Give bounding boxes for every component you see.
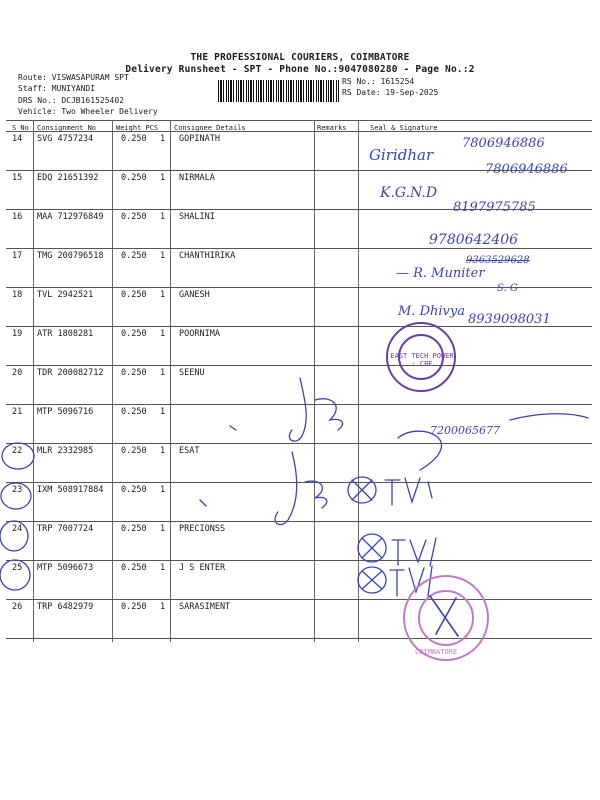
row-sno: 20 bbox=[12, 368, 23, 378]
row-pcs: 1 bbox=[160, 329, 166, 339]
row-pcs: 1 bbox=[160, 524, 166, 534]
row-sno: 21 bbox=[12, 407, 23, 417]
phone-19: 8939098031 bbox=[468, 312, 551, 327]
row-sno: 23 bbox=[12, 485, 23, 495]
row-consignee: SEENU bbox=[179, 368, 205, 378]
rs-number: RS No.: 1615254 bbox=[342, 77, 415, 86]
col-header-remarks: Remarks bbox=[317, 124, 347, 132]
row-weight: 0.250 bbox=[121, 407, 147, 417]
row-consignee: POORNIMA bbox=[179, 329, 220, 339]
row-pcs: 1 bbox=[160, 485, 166, 495]
row-pcs: 1 bbox=[160, 563, 166, 573]
row-sno: 17 bbox=[12, 251, 23, 261]
row-weight: 0.250 bbox=[121, 329, 147, 339]
signature-stroke bbox=[200, 500, 206, 506]
route-label: Route: VISWASAPURAM SPT bbox=[18, 73, 129, 82]
row-consignee: GANESH bbox=[179, 290, 210, 300]
row-consignment: EDQ 21651392 bbox=[37, 173, 99, 183]
row-consignment: ATR 1808281 bbox=[37, 329, 94, 339]
vehicle-label: Vehicle: Two Wheeler Delivery bbox=[18, 107, 158, 116]
row-pcs: 1 bbox=[160, 368, 166, 378]
row-consignee: NIRMALA bbox=[179, 173, 215, 183]
row-circle-mark bbox=[0, 560, 30, 590]
x-mark bbox=[352, 480, 372, 500]
row-consignee: SHALINI bbox=[179, 212, 215, 222]
row-weight: 0.250 bbox=[121, 446, 147, 456]
phone-21: 7200065677 bbox=[430, 424, 500, 437]
phone-17: 9780642406 bbox=[429, 232, 519, 248]
phone-15: 7806946886 bbox=[485, 162, 568, 177]
drs-number: DRS No.: DCJB161525402 bbox=[18, 96, 124, 105]
row-sno: 15 bbox=[12, 173, 23, 183]
row-weight: 0.250 bbox=[121, 251, 147, 261]
signature-stroke bbox=[315, 399, 343, 430]
row-pcs: 1 bbox=[160, 290, 166, 300]
signature-19: M. Dhivya bbox=[398, 304, 465, 319]
row-consignment: TVL 2942521 bbox=[37, 290, 94, 300]
row-consignee: PRECIONSS bbox=[179, 524, 226, 534]
row-consignment: TDR 200082712 bbox=[37, 368, 104, 378]
row-pcs: 1 bbox=[160, 134, 166, 144]
row-pcs: 1 bbox=[160, 446, 166, 456]
row-consignee: J S ENTER bbox=[179, 563, 226, 573]
signature-stroke bbox=[275, 452, 297, 525]
row-consignment: IXM 508917884 bbox=[37, 485, 104, 495]
row-weight: 0.250 bbox=[121, 524, 147, 534]
signature-stroke bbox=[230, 426, 236, 430]
signature-18b: S. G bbox=[497, 283, 518, 294]
row-weight: 0.250 bbox=[121, 602, 147, 612]
row-consignment: SVG 4757234 bbox=[37, 134, 94, 144]
row-weight: 0.250 bbox=[121, 173, 147, 183]
col-header-seal: Seal & Signature bbox=[370, 124, 438, 132]
x-mark bbox=[362, 538, 382, 558]
row-consignment: MLR 2332985 bbox=[37, 446, 94, 456]
row-consignment: MAA 712976849 bbox=[37, 212, 104, 222]
row-circle-mark bbox=[0, 521, 28, 551]
row-sno: 26 bbox=[12, 602, 23, 612]
row-pcs: 1 bbox=[160, 251, 166, 261]
row-sno: 19 bbox=[12, 329, 23, 339]
row-sno: 22 bbox=[12, 446, 23, 456]
row-weight: 0.250 bbox=[121, 563, 147, 573]
signature-stroke bbox=[305, 481, 327, 508]
phone-17b: 9363529628 bbox=[466, 255, 530, 266]
row-pcs: 1 bbox=[160, 212, 166, 222]
row-pcs: 1 bbox=[160, 173, 166, 183]
signature-stroke bbox=[289, 378, 306, 441]
stamp-text-1: EAST TECH POWER · CBE bbox=[390, 352, 454, 368]
row-sno: 14 bbox=[12, 134, 23, 144]
row-circle-mark bbox=[1, 483, 31, 509]
row-weight: 0.250 bbox=[121, 485, 147, 495]
company-title: THE PROFESSIONAL COURIERS, COIMBATORE bbox=[190, 52, 410, 63]
x-mark bbox=[362, 571, 382, 589]
row-consignment: TRP 7007724 bbox=[37, 524, 94, 534]
col-header-weight-pcs: Weight PCS bbox=[116, 124, 159, 132]
signature-18: — R. Muniter bbox=[396, 266, 485, 281]
phone-16: 8197975785 bbox=[453, 200, 536, 215]
row-consignment: TRP 6482979 bbox=[37, 602, 94, 612]
row-sno: 18 bbox=[12, 290, 23, 300]
dtv-strokes bbox=[392, 538, 436, 566]
row-consignee: ESAT bbox=[179, 446, 200, 456]
staff-label: Staff: MUNIYANDI bbox=[18, 84, 96, 93]
row-consignment: MTP 5096716 bbox=[37, 407, 94, 417]
runsheet-subtitle: Delivery Runsheet - SPT - Phone No.:9047080280 - Page No.:2 bbox=[125, 64, 475, 75]
row-pcs: 1 bbox=[160, 407, 166, 417]
stamp-text-2: COIMBATORE bbox=[415, 648, 458, 656]
row-weight: 0.250 bbox=[121, 212, 147, 222]
row-consignee: SARASIMENT bbox=[179, 602, 231, 612]
row-consignee: GOPINATH bbox=[179, 134, 220, 144]
col-header-consignment: Consignment No bbox=[37, 124, 97, 132]
row-consignment: TMG 200796518 bbox=[37, 251, 104, 261]
row-sno: 25 bbox=[12, 563, 23, 573]
dtv-strokes bbox=[385, 478, 432, 505]
row-weight: 0.250 bbox=[121, 368, 147, 378]
row-weight: 0.250 bbox=[121, 290, 147, 300]
row-weight: 0.250 bbox=[121, 134, 147, 144]
phone-14: 7806946886 bbox=[462, 136, 545, 151]
rs-date: RS Date: 19-Sep-2025 bbox=[342, 88, 439, 97]
row-consignment: MTP 5096673 bbox=[37, 563, 94, 573]
signature-14: Giridhar bbox=[369, 146, 434, 164]
row-sno: 16 bbox=[12, 212, 23, 222]
row-consignee: CHANTHIRIKA bbox=[179, 251, 236, 261]
col-header-consignee: Consignee Details bbox=[174, 124, 246, 132]
signature-15: K.G.N.D bbox=[380, 185, 438, 201]
x-mark bbox=[430, 596, 458, 636]
col-header-sno: S No bbox=[12, 124, 29, 132]
row-sno: 24 bbox=[12, 524, 23, 534]
row-pcs: 1 bbox=[160, 602, 166, 612]
row-circle-mark bbox=[2, 443, 34, 469]
signature-stroke bbox=[510, 414, 588, 420]
